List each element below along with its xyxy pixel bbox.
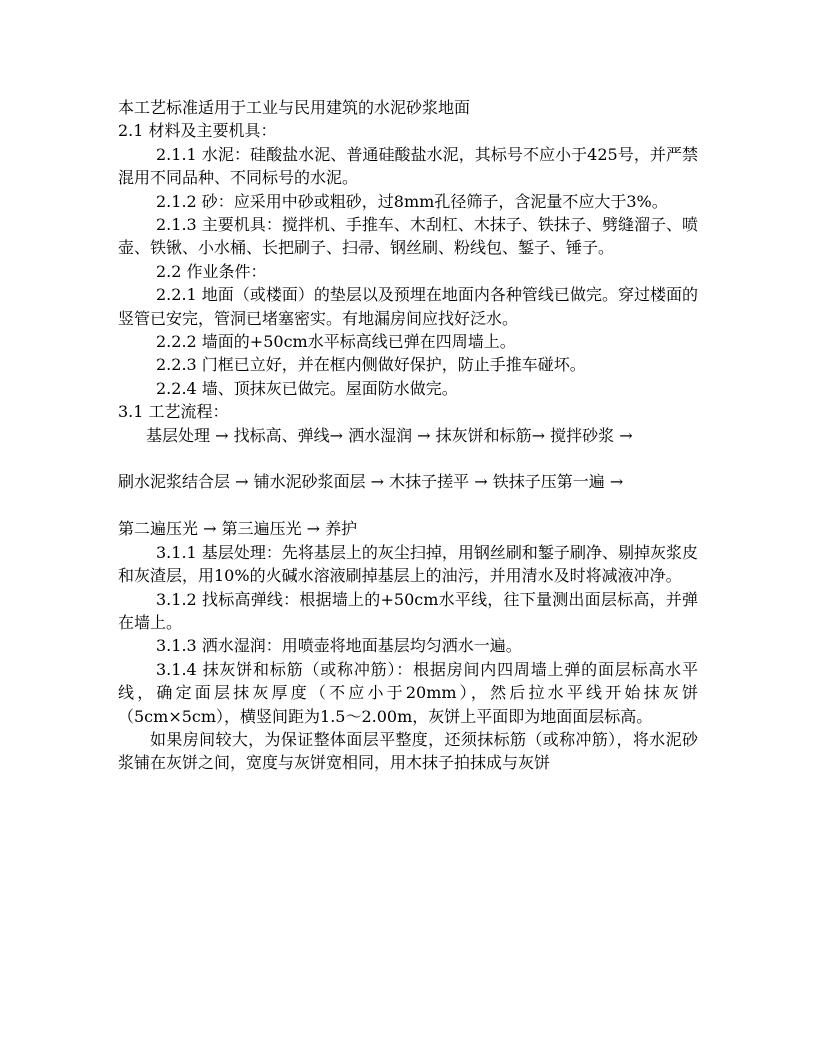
item-2-1-2: 2.1.2 砂：应采用中砂或粗砂，过8mm孔径筛子，含泥量不应大于3%。 <box>156 191 668 211</box>
section-3-1-heading: 3.1 工艺流程： <box>118 402 229 422</box>
item-3-1-4: 3.1.4 抹灰饼和标筋（或称冲筋）：根据房间内四周墙上弹的面层标高水平线，确定面层抹灰厚度（不应小于20mm），然后拉水平线开始抹灰饼（5cm×5cm），横竖间距为1.5～2.00m，灰饼上平面即为地面面层标高。 <box>118 659 698 726</box>
blank-line <box>118 447 698 470</box>
item-3-1-1: 3.1.1 基层处理：先将基层上的灰尘扫掉，用钢丝刷和錾子刷净、剔掉灰浆皮和灰渣层，用10%的火碱水溶液刷掉基层上的油污，并用清水及时将减液冲净。 <box>118 542 698 586</box>
section-2-1-heading: 2.1 材料及主要机具： <box>118 121 277 141</box>
process-flow-line-1: 基层处理 → 找标高、弹线→ 洒水湿润 → 抹灰饼和标筋→ 搅拌砂浆 → <box>146 425 633 445</box>
item-2-2-2: 2.2.2 墙面的+50cm水平标高线已弹在四周墙上。 <box>156 332 516 352</box>
intro-paragraph: 本工艺标准适用于工业与民用建筑的水泥砂浆地面 <box>118 98 471 117</box>
section-2-2-heading: 2.2 作业条件： <box>156 261 267 281</box>
item-2-2-4: 2.2.4 墙、顶抹灰已做完。屋面防水做完。 <box>156 378 458 398</box>
paragraph-large-room: 如果房间较大，为保证整体面层平整度，还须抹标筋（或称冲筋），将水泥砂浆铺在灰饼之间，宽度与灰饼宽相同，用木抹子拍抹成与灰饼 <box>118 729 698 773</box>
item-2-2-3: 2.2.3 门框已立好，并在框内侧做好保护，防止手推车碰坏。 <box>156 355 586 375</box>
blank-line <box>118 494 698 517</box>
item-3-1-3: 3.1.3 洒水湿润：用喷壶将地面基层均匀洒水一遍。 <box>156 636 522 656</box>
document-body <box>118 96 698 775</box>
process-flow-line-2: 刷水泥浆结合层 → 铺水泥砂浆面层 → 木抹子搓平 → 铁抹子压第一遍 → <box>118 472 624 492</box>
item-3-1-2: 3.1.2 找标高弹线：根据墙上的+50cm水平线，往下量测出面层标高，并弹在墙上。 <box>118 589 698 632</box>
item-2-1-1: 2.1.1 水泥：硅酸盐水泥、普通硅酸盐水泥，其标号不应小于425号，并严禁混用不同品种、不同标号的水泥。 <box>118 144 698 188</box>
item-2-2-1: 2.2.1 地面（或楼面）的垫层以及预埋在地面内各种管线已做完。穿过楼面的竖管已安完，管洞已堵塞密实。有地漏房间应找好泛水。 <box>118 285 698 328</box>
item-2-1-3: 2.1.3 主要机具：搅拌机、手推车、木刮杠、木抹子、铁抹子、劈缝溜子、喷壶、铁锹、小水桶、长把刷子、扫帚、钢丝刷、粉线包、錾子、锤子。 <box>118 215 698 258</box>
process-flow-line-3: 第二遍压光 → 第三遍压光 → 养护 <box>118 519 358 539</box>
